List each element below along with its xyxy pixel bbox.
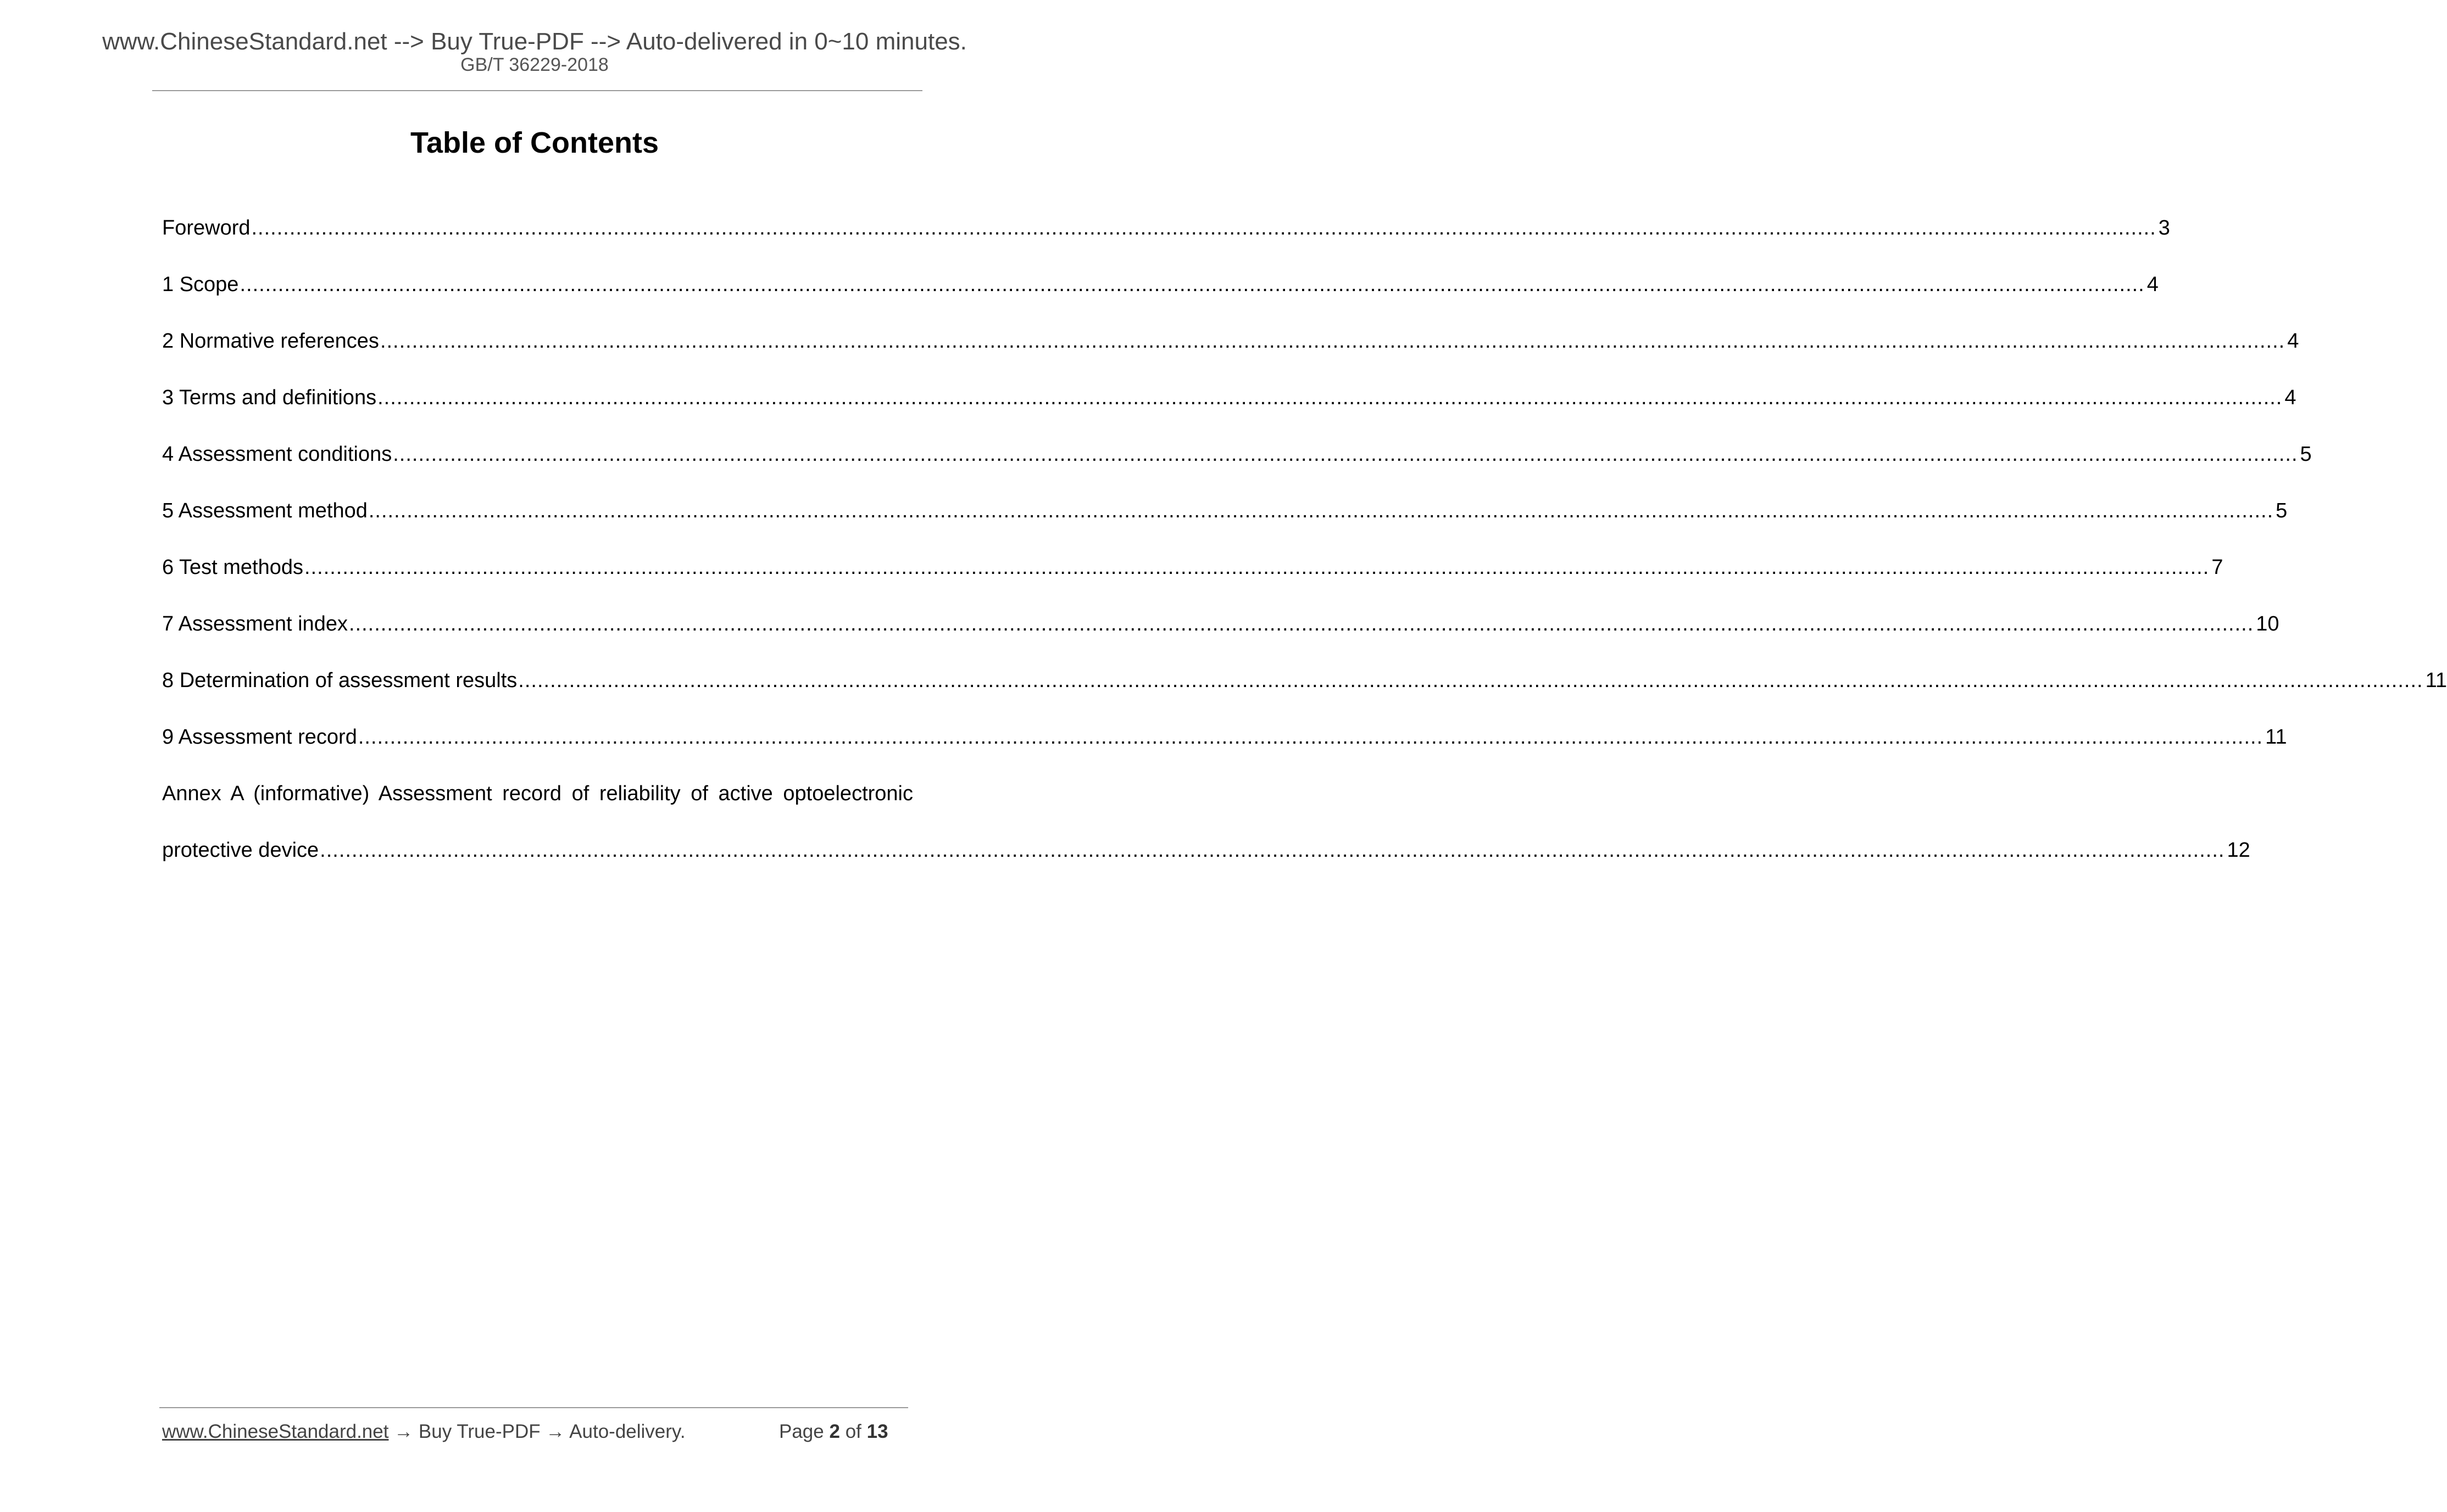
toc-entry-assessment-index[interactable]: [162, 607, 2279, 664]
header-divider: [152, 90, 922, 91]
toc-entry-label: protective device: [162, 839, 319, 862]
toc-entry-page: 12: [2227, 839, 2250, 862]
toc-entry-label: 9 Assessment record: [162, 726, 357, 749]
toc-entry-assessment-conditions[interactable]: [162, 438, 2312, 494]
toc-entry-assessment-record[interactable]: [162, 721, 2287, 777]
footer-promo: [162, 1418, 686, 1446]
toc-entry-label: 7 Assessment index: [162, 612, 348, 635]
toc-leader-dots: ............................................................................................................................................................................................................................................................................................................: [251, 216, 2156, 239]
toc-leader-dots: ............................................................................................................................................................................................................................................................................................................: [393, 443, 2298, 466]
toc-entry-page: 4: [2287, 330, 2299, 353]
toc-entry-label: 8 Determination of assessment results: [162, 669, 518, 692]
toc-entry-page: 7: [2211, 556, 2223, 579]
toc-entry-test-methods[interactable]: [162, 551, 2223, 607]
toc-entry-page: 3: [2158, 216, 2170, 239]
toc-leader-dots: ............................................................................................................................................................................................................................................................................................................: [518, 669, 2423, 692]
toc-entry-page: 5: [2300, 443, 2312, 466]
toc-leader-dots: ............................................................................................................................................................................................................................................................................................................: [304, 556, 2210, 579]
toc-entry-annex-a[interactable]: [162, 834, 2250, 890]
toc-leader-dots: ............................................................................................................................................................................................................................................................................................................: [380, 330, 2285, 353]
toc-entry-label: 6 Test methods: [162, 556, 304, 579]
toc-entry-foreword[interactable]: [162, 211, 2170, 268]
toc-entry-label: 1 Scope: [162, 273, 239, 296]
toc-leader-dots: ............................................................................................................................................................................................................................................................................................................: [240, 273, 2145, 296]
toc-leader-dots: ............................................................................................................................................................................................................................................................................................................: [368, 499, 2274, 522]
toc-leader-dots: ............................................................................................................................................................................................................................................................................................................: [358, 726, 2264, 749]
top-banner: www.ChineseStandard.net --> Buy True-PDF --> Auto-delivered in 0~10 minutes.: [102, 28, 967, 55]
toc-leader-dots: ............................................................................................................................................................................................................................................................................................................: [348, 612, 2254, 635]
toc-entry-label: Foreword: [162, 216, 251, 239]
toc-entry-label: 4 Assessment conditions: [162, 443, 392, 466]
footer-promo-text: → Buy True-PDF → Auto-delivery.: [388, 1421, 686, 1442]
of-word: of: [845, 1421, 861, 1442]
toc-entry-terms-and-definitions[interactable]: [162, 381, 2296, 438]
page-total: 13: [866, 1421, 888, 1442]
toc-entry-assessment-method[interactable]: [162, 494, 2288, 551]
standard-code: GB/T 36229-2018: [460, 54, 609, 75]
toc-entry-determination-of-results[interactable]: [162, 664, 2447, 721]
page-number: [779, 1418, 888, 1446]
toc-entry-page: 4: [2146, 273, 2159, 296]
toc-entry-annex-a-line1[interactable]: Annex A (informative) Assessment record of reliability of active optoelectronic: [162, 782, 913, 805]
toc-entry-page: 11: [2425, 669, 2447, 692]
toc-leader-dots: ............................................................................................................................................................................................................................................................................................................: [377, 386, 2283, 409]
toc-entry-page: 4: [2284, 386, 2296, 409]
footer-divider: [159, 1407, 908, 1408]
toc-entry-normative-references[interactable]: [162, 325, 2299, 381]
page-word: Page: [779, 1421, 824, 1442]
toc-entry-page: 11: [2265, 726, 2287, 749]
toc-leader-dots: ............................................................................................................................................................................................................................................................................................................: [320, 839, 2225, 862]
toc-entry-page: 10: [2256, 612, 2279, 635]
table-of-contents: [162, 211, 2447, 890]
toc-entry-page: 5: [2276, 499, 2288, 522]
toc-entry-label: 5 Assessment method: [162, 499, 368, 522]
footer-site-link[interactable]: www.ChineseStandard.net: [162, 1421, 389, 1442]
page-title: Table of Contents: [410, 126, 659, 159]
toc-entry-label: 2 Normative references: [162, 330, 379, 353]
page-current: 2: [829, 1421, 840, 1442]
toc-entry-scope[interactable]: [162, 268, 2159, 325]
toc-entry-label: 3 Terms and definitions: [162, 386, 377, 409]
